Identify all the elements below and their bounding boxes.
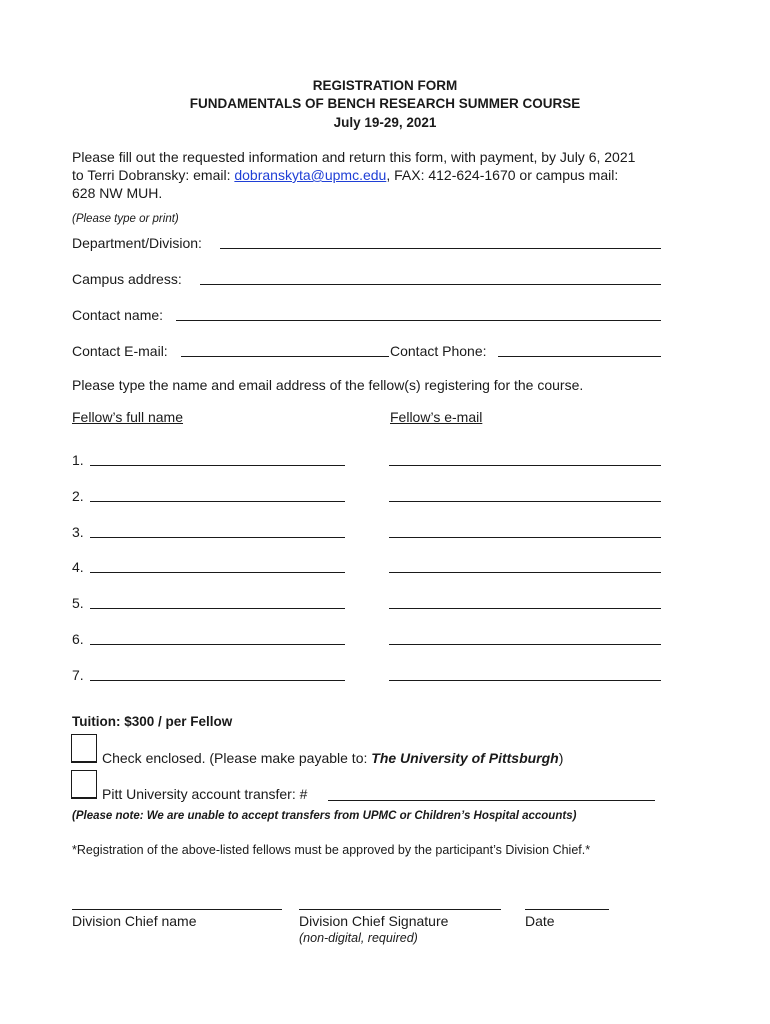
fellow-email-field[interactable] xyxy=(389,680,661,681)
fellow-name-field[interactable] xyxy=(90,680,345,681)
intro-line-1: Please fill out the requested information and return this form, with payment, by July 6, 2021 xyxy=(72,149,636,165)
date-line[interactable] xyxy=(525,909,609,910)
tuition-label: Tuition: $300 / per Fellow xyxy=(72,714,233,729)
check-close-paren: ) xyxy=(558,750,564,766)
intro-line-3: 628 NW MUH. xyxy=(72,185,163,201)
chief-name-line[interactable] xyxy=(72,909,282,910)
check-enclosed-checkbox[interactable] xyxy=(71,734,97,763)
chief-name-label: Division Chief name xyxy=(72,913,197,929)
fellow-number: 1. xyxy=(72,452,84,468)
fellow-email-field[interactable] xyxy=(389,465,661,466)
department-field[interactable] xyxy=(220,248,661,249)
campus-address-label: Campus address: xyxy=(72,271,182,287)
contact-email-field[interactable] xyxy=(181,356,389,357)
fellow-number: 3. xyxy=(72,524,84,540)
contact-phone-field[interactable] xyxy=(498,356,661,357)
form-title: REGISTRATION FORM xyxy=(312,78,458,93)
fellow-name-field[interactable] xyxy=(90,608,345,609)
course-dates: July 19-29, 2021 xyxy=(333,115,437,130)
fellow-email-field[interactable] xyxy=(389,572,661,573)
campus-address-field[interactable] xyxy=(200,284,661,285)
chief-signature-label: Division Chief Signature xyxy=(299,913,449,929)
check-enclosed-label: Check enclosed. (Please make payable to: xyxy=(102,750,372,766)
approval-note: *Registration of the above-listed fellows must be approved by the participant’s Division Chief.* xyxy=(72,843,591,857)
contact-name-label: Contact name: xyxy=(72,307,164,323)
payee-name: The University of Pittsburgh xyxy=(371,750,559,766)
fellow-name-header: Fellow’s full name xyxy=(72,409,184,425)
fellow-number: 5. xyxy=(72,595,84,611)
fellow-number: 4. xyxy=(72,559,84,575)
fellow-number: 2. xyxy=(72,488,84,504)
transfer-note: (Please note: We are unable to accept transfers from UPMC or Children’s Hospital accounts) xyxy=(72,810,577,822)
contact-phone-label: Contact Phone: xyxy=(390,343,487,359)
fellow-name-field[interactable] xyxy=(90,501,345,502)
chief-signature-line[interactable] xyxy=(299,909,501,910)
account-transfer-checkbox[interactable] xyxy=(71,770,97,799)
fellows-instruction: Please type the name and email address of the fellow(s) registering for the course. xyxy=(72,377,584,393)
signature-note: (non-digital, required) xyxy=(299,931,418,945)
intro-line-2-suffix: , FAX: 412-624-1670 or campus mail: xyxy=(386,167,619,183)
account-number-field[interactable] xyxy=(328,800,655,801)
account-transfer-label: Pitt University account transfer: # xyxy=(102,786,308,802)
date-label: Date xyxy=(525,913,555,929)
contact-email-link[interactable]: dobranskyta@upmc.edu xyxy=(234,167,387,183)
fellow-email-field[interactable] xyxy=(389,537,661,538)
fellow-email-header: Fellow’s e-mail xyxy=(390,409,483,425)
intro-line-2-prefix: to Terri Dobransky: email: xyxy=(72,167,235,183)
fellow-number: 6. xyxy=(72,631,84,647)
fellow-name-field[interactable] xyxy=(90,465,345,466)
contact-email-label: Contact E-mail: xyxy=(72,343,168,359)
fellow-name-field[interactable] xyxy=(90,537,345,538)
intro-line-2 xyxy=(72,167,618,183)
fellow-email-field[interactable] xyxy=(389,644,661,645)
fellow-email-field[interactable] xyxy=(389,501,661,502)
department-label: Department/Division: xyxy=(72,235,202,251)
fellow-email-field[interactable] xyxy=(389,608,661,609)
contact-name-field[interactable] xyxy=(176,320,661,321)
fellow-name-field[interactable] xyxy=(90,644,345,645)
fellow-number: 7. xyxy=(72,667,84,683)
check-enclosed-row xyxy=(102,750,563,766)
please-type-note: (Please type or print) xyxy=(72,213,179,225)
fellow-name-field[interactable] xyxy=(90,572,345,573)
course-title: FUNDAMENTALS OF BENCH RESEARCH SUMMER COURSE xyxy=(189,96,581,111)
